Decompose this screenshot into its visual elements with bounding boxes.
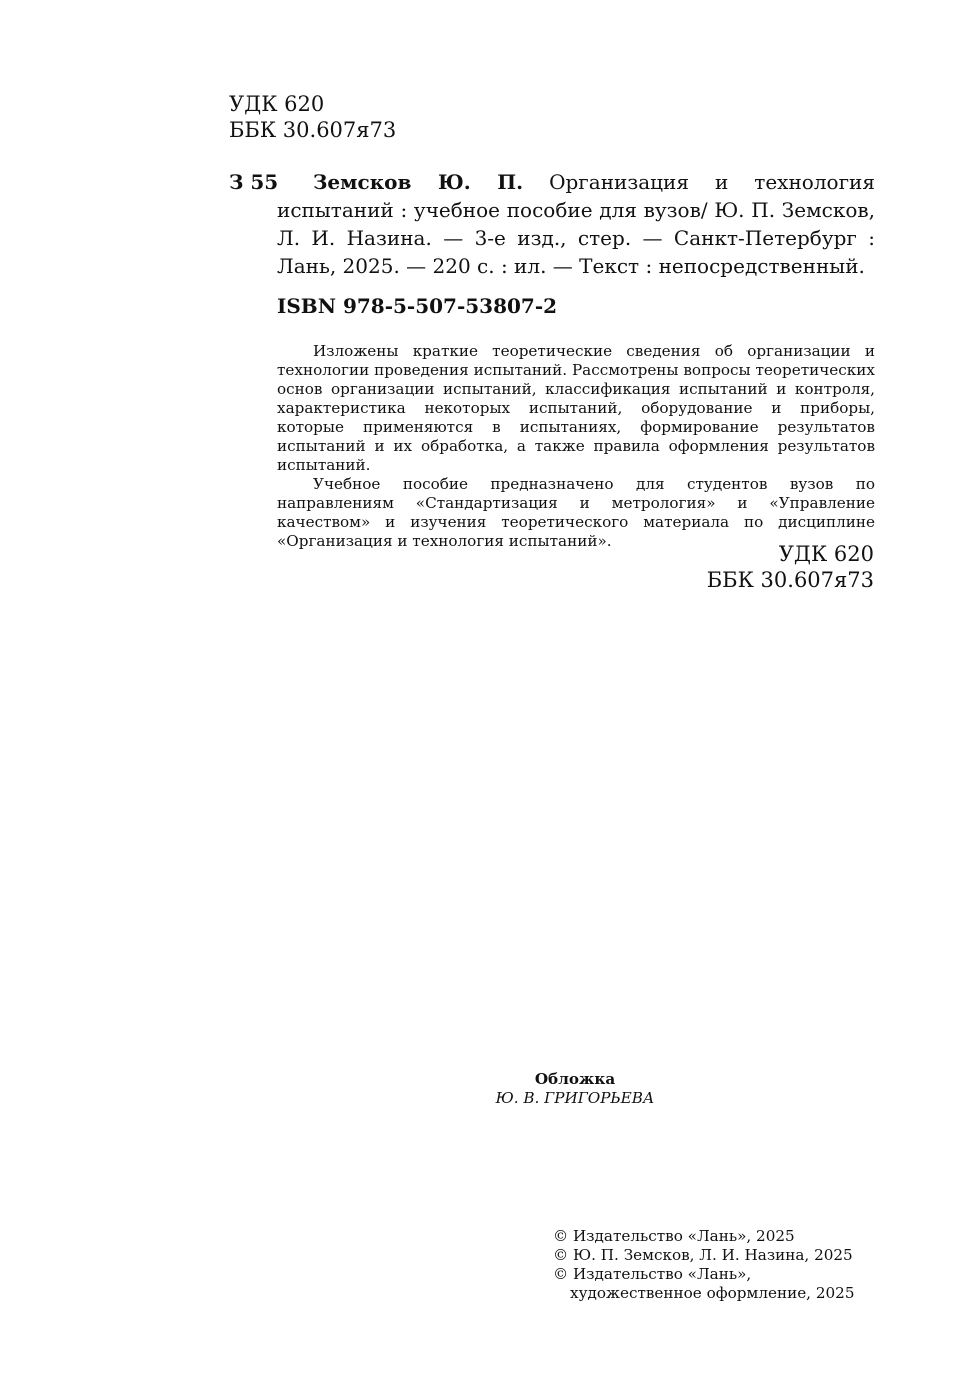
- copyright-line: © Ю. П. Земсков, Л. И. Назина, 2025: [553, 1246, 853, 1264]
- udk-code: УДК 620: [778, 542, 874, 566]
- abstract: [277, 342, 875, 551]
- cover-label: Обложка: [534, 1070, 616, 1088]
- copyright-line: © Издательство «Лань»,: [553, 1265, 752, 1283]
- cover-artist: Ю. В. ГРИГОРЬЕВА: [495, 1089, 655, 1107]
- author-name: Земсков Ю. П.: [313, 170, 524, 194]
- bbk-code: ББК 30.607я73: [229, 118, 397, 142]
- abstract-paragraph: Учебное пособие предназначено для студентов вузов по направлениям «Стандартизация и метрология» и «Управление качеством» и изучения теоретического материала по дисциплине «Организация и технология испытаний».: [277, 475, 875, 550]
- copyright-line: художественное оформление, 2025: [570, 1284, 855, 1302]
- cover-credit: [487, 1070, 663, 1108]
- bbk-code: ББК 30.607я73: [706, 568, 874, 592]
- copyright-block: [553, 1227, 855, 1303]
- copyright-line: © Издательство «Лань», 2025: [553, 1227, 795, 1245]
- udk-code: УДК 620: [229, 92, 325, 116]
- abstract-paragraph: Изложены краткие теоретические сведения об организации и технологии проведения испытаний. Рассмотрены вопросы теоретических основ организации испытаний, классификация испытаний и контроля, характеристика некоторых испытаний, оборудование и приборы, которые применяются в испытаниях, формирование результатов испытаний и их обработка, а также правила оформления результатов испытаний.: [277, 342, 875, 474]
- author-mark: З 55: [229, 170, 279, 194]
- isbn: ISBN 978-5-507-53807-2: [277, 294, 558, 318]
- catalog-entry: [229, 168, 875, 280]
- bibliographic-description: [277, 168, 875, 280]
- description-text: Организация и технология испытаний : учебное пособие для вузов/ Ю. П. Земсков, Л. И. Назина. — 3-е изд., стер. — Санкт-Петербург : Лань, 2025. — 220 с. : ил. — Текст : непосредственный.: [277, 170, 876, 278]
- classification-top: [229, 91, 396, 143]
- classification-bottom: [707, 541, 874, 593]
